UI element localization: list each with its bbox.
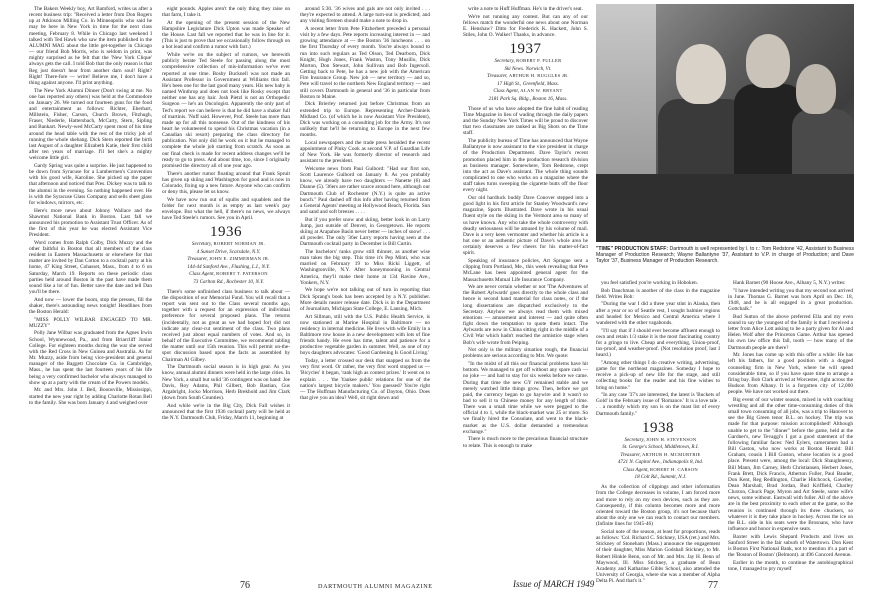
- paragraph: write a note to Huff Huffman. He's in the driver's seat.: [468, 6, 583, 12]
- paragraph: Big event of our winter season, mixed in with coaching wrestling and all the other time-consuming duties of this small town consuming of all jobs, was a trip to Hanover to see the Big Green tenor B.L. on hockey. The trip was made for that purpose: mission accomplished! Although unable to get to the "dinner" before the game, held at the Gardner's, new Tevaggi's I got a good statement of the following familiar faces: Ned Eylers, cameramen had a Bill Gaston, who now works at Boston Herald: Bill Graham, cousin I Bill Guston, whose location is a good place. Present were, among the local: Dick Shaughnessy, Bill Mann, Jim Carney, Herb Christiansen, Herbert Jones, Frank Brett, Dick Francis, Atherton Fuller, Paul Bauder, Don Kent, Reg Redlington, Charlie Hitchcock, Gaveller, Dean Marshall, Brad Jordan, Bud Kriffield, Charley Cluxton, Chuck Page, Myron and Art Steele, some wife's news, some without. Eastwall with fuller. All of the above are in the best proximity to each other at the game, so the reunion is continued through its three chuckers, so whatever it is they take place in hockey. Across the ice on the B.L. side in his seats were the Brosnans, who have influence and honor in expensive seats.: [728, 396, 853, 533]
- paragraph: Baxter with Lewis Shepard Products and lives on Sanford Street in the fair suburb of Watertown. Don Kent is Boston First National Bank, not to mention it's a part of the 'Boston of Boston' (Belmont). at 496 Concord Avenue.: [728, 533, 853, 559]
- paragraph: Polly Jane Wilbar was graduated from the Agnes Irwin School, Wynnewood, Pa., and from Briarcliff Junior College. For eighteen months during the war she served with the Red Cross in New Guinea and Australia. As for Mr. Muzzy, aside from being vice-president and general manager of the Baggett Chocolate Co. in Cambridge, Mass., he has spent the last fourteen years of his life being a very confirmed bachelor who always managed to show up at a party with the cream of the Powers models.: [29, 330, 152, 386]
- paragraph: you feel satisfied you're working in Hoboken.: [601, 280, 699, 286]
- paragraph: We are never certain whether or not 'The Adventures of the Robert Aylwards' goes directly to the whole class and hence is second hand material for class notes, or if the long dissertations are dispatched exclusively to the Secretary. Anyhow we always read them with mixed emotions — amusement and interest — and quite often fight down the temptation to quote them intact. The Aylwards are now in China sitting right in the middle of a Civil War which hadn't reached the armistice stage when Bob's wife wrote from Peiping.: [463, 284, 588, 346]
- paragraph: The publicity bureau of Time has announced that Wayne Ballantyne is now assistant to the vice president in charge of the Production Department. Dave Taylor's recent promotion placed him in the production research division as business manager. Somewhere, Tom Redstone, crept into the act as Dave's assistant. The whole thing sounds complicated to one who works on a magazine where the staff takes turns sweeping the cigarette butts off the floor every night.: [463, 138, 588, 194]
- paragraph: We're not running any contest. But can any of our fellows match the wonderful one news about one Norman E. Henshaw? Ditto for Frederick K. Hackett, John S. Stiles, John O. Walker! Thanks, in advance.: [463, 13, 588, 39]
- paragraph: And while we're in the Big City, Dick Fall wishes it announced that the first 1936 cocktail party will be held at the N.Y. Dartmouth Club, Friday, March 11, beginning at: [162, 402, 290, 421]
- paragraph: Mr. Jones has come up with this offer a while: He has left his fathers, for a good position with a dogged counseling firm in New York, where he will spend considerable time, so if you have spare time to arrange a firing bay. Bob Clark arrived at Worcester, right across the Hudson from Albany. It is a forgotten city of 12,000 people. We have not worked out there.: [728, 352, 853, 396]
- paragraph: eight pounds. Apples aren't the only thing they raise on that farm, I take it.: [162, 6, 290, 19]
- column-4: [463, 6, 588, 556]
- photo-head-right: [796, 64, 836, 114]
- class-year-1938: 1938: [642, 419, 674, 436]
- paragraph: Here's more news about Johnny Wallace and the Shawmut National Bank in Boston. Last fall we announced his promotion to Assistant Trust Officer. As of the first of this year he was elected Assistant Vice President.: [29, 207, 152, 239]
- paragraph: Bob Dauchman is another of the class in the magazine field. Writes Bob:: [596, 287, 720, 300]
- paragraph: "In any case '37's are interested, the latest is 'Buckets of Gold' in the February issue of 'Romance.' It is a love tale . . . a monthly which my son is on the mast list of every Dartmouth family.": [596, 392, 720, 417]
- class-year-1937: 1937: [509, 41, 542, 58]
- paragraph: Hank Barnet (90 Hoose Ave., Albany 5, N.Y.) writes:: [733, 280, 846, 286]
- column-1: [29, 6, 152, 556]
- photo-head-left: [676, 44, 726, 104]
- paragraph: Social note of the season, at least for proportions, reads as follows: 'Col. Richard C. Stickney, USA (ret.) and Mrs. Stickney of Stoneham (Mass.) announce the engagement of their daughter, Miss Marion Godshall Stickney, to Mr. Robert Hinkle Benn, son of Mr. and Mrs. Jay H. Benn of Maywood, Ill. Miss Stickney, a graduate of Bean Academy and Katharine Gibbs School, also attended the University of Georgia, where she was a member of Alpha Delta Pi. And that's it.": [596, 528, 720, 585]
- paragraph: There is much more to the precarious financial structure to relate. This is enough to make: [463, 436, 588, 449]
- paragraph: Bud Sutton of the above preferred Ella and my even sound to say the youngest of the family is that I received a letter from Alice Lott asking to be a party given for Al and Helen Wolf after the Princeton Game. Arthur has opened his own law office this fall, tooth — how many of the Dartmouth people are there?: [728, 313, 853, 351]
- paragraph: But if you prefer snow and skiing, better look in on Larry Jump, just outside of Denver, in Georgetown. He reports skiing at Arapahoe Basin never better — inches of snow! . . . all powder. The only '36er Larry reports having seen at the Dartmouth cocktail party in December is Bill Curtin.: [300, 216, 430, 248]
- paragraph: There's another rumor floating around that Frank Spruit has given up skiing and Washington for good and is now in Colorado, fixing up a new future. Anyone who can confirm or deny this, please let us know.: [162, 170, 290, 196]
- paragraph: Mr. and Mrs. John J. Bell, Boonsville, Mississippi, started the new year right by adding Charlotte Rotan Bell to the family. She was born January 4 and weighed over: [29, 387, 152, 406]
- class-of-1936-header: 1936 Secretary, ROBERT NORMAN JR. 4 Sunset Drive, Scarsdale, N.Y. Treasurer, JOHN E. ZIMMERMAN JR. 144-44 Sanford Ave., Flushing, L.I., N.Y. Class Agent, ROBERT T. PATERSON 73 Carlton Rd., Rochester 10, N.Y.: [162, 224, 290, 285]
- paragraph: "MISS POLLY WILBAR ENGAGED TO MR. MUZZY": [29, 316, 152, 329]
- paragraph: Today, a letter crossed our desk that snapped us from the very first word. Or rather, the very first word stopped us — 'Bicycles' it began, 'rank high as contest prizes.' It went on to explain . . . 'the Yankee public relations for one of the nation's largest bicycle makers.' You guessed? You're right — The Huffman Manufacturing Co. of Dayton, Ohio. Does that give you an idea? Well, sit right down and: [300, 358, 430, 402]
- paragraph: Not only is the military situation rough, the financial problems are serious according to Mrs. We quote:: [463, 347, 588, 360]
- paragraph: Word comes from Ralph Colby, Dick Muzzy and the other faithful in Boston that all members of the class resident in Eastern Massachusetts or elsewhere for that matter are invited by Dan Cotton to a cocktail party at his home, 47 King Street, Cohasset, Mass., from 4 to 6 on Saturday, March 19. Reports on these periodic class parties held around Boston in the past have made them sound like a lot of fun. Better save the date and tell Dan you'll be there.: [29, 239, 152, 296]
- class-of-1938-header: 1938 Secretary, JOHN H. STEVENSON St. George's School, Middletown, R.I. Treasurer, ARTHUR H. MCMURTRIE 4721 N. Capitol Ave., Indianapolis 8, Ind. Class Agent, ROBERT H. CARSON 18 Colt Rd., Summit, N.J.: [596, 420, 720, 481]
- time-production-staff-photo: [596, 4, 854, 242]
- column-3: [300, 6, 430, 556]
- paragraph: "I have intended writing you that my second son arrived in June. Thomas G. Barnet was born April on Dec. 18, 1948, and he is all engaged in a great production. Gottchalk.": [728, 287, 853, 313]
- column-5: [596, 280, 720, 585]
- paragraph: The Bakers Weekly boy, Art Bamford, writes us after a recent business trip: "Received a letter from Don Rogers up at Atkinson Milling Co. in Minneapolis who said he may be here in New York in time for the next class meeting, February 8. While in Chicago last weekend I talked with Ted Hawk who saw the item published in the ALUMNI MAG about the little get-together in Chicago — our friend Bob Morris, who is seldom in print, was mighty surprised as he felt that the 'New York Clique' always gets the call. I told Bob that the only reason is that Reg just doesn't hear from another darn soul! Right? Right! There-fore — write! Believe me, I don't have a thing against anyone. I'll print anything.: [29, 6, 152, 86]
- paragraph: A recent letter from Pete Fitzherbert preceded a personal visit by a few days. Pete reports increasing interest in — and growing attendance at — the Boston '36 luncheons . . . on the first Thursday of every month. You're always bound to run into such regulars as Ted Olson, Ted Dearborn, Dick Knight, Hugh Jones, Frank Waston, Tony Musillo, Dick Morton, Don Stewart, John Sullivan and Bob Ingersoll. Getting back to Pete, he has a new job with the American Fire Insurance Group. New job — new territory — and so, Pete will travel to the northern New England territory — and still covers Dartmouth in general and '36 in particular from Boston to Maine.: [300, 25, 430, 100]
- paragraph: Our old hardluck buddy Dave Conover stepped into a good light in his first article for Stanley Woodward's new magazine, Sports Illustrated. Dave wrote in his usual fluent style on the skiing in the Vermont area so many of us have known. Any who take the whole controversy with deadly seriousness will be amused by his volume of mail. Dave is a very keen vermonter and whether his article is a hot one or an authentic picture of Dave's whole area he certainly deserves a few cheers for his matter-of-fact spirit.: [463, 194, 588, 257]
- magazine-name-footer: DARTMOUTH ALUMNI MAGAZINE: [318, 583, 433, 590]
- paragraph: "Among other things I do creative writing, advertising, game for the northeast magazines. Someday I hope to receive a pick-up of new life for the stage, and still collecting books for the reader and his fine wishes to bring on home.": [596, 359, 720, 391]
- photo-head-center: [746, 34, 790, 88]
- photo-caption: "TIME" PRODUCTION STAFF: Dartmouth is well represented by l. to r.: Tom Redstone '42, Assistant to Business Manager of Production Research; Wayne Ballantyne '37, Assistant to V.P. in charge of Production; and Dave Taylor '37, Business Manager of Production Research.: [596, 246, 854, 264]
- paragraph: While we're on the subject of rumors, we herewith publicly berate Ted Steele for passing along the most comprehensive collection of mis-information we've ever reported at one time. Bosby Bucknell was not made an Assistant Professor in Government at Williams this fall. He's been one for the last good many years. His new baby is named Winthrop and does not look like Rosky except that neither one has any hair. Josh Pietzl is not an Orthopedic Surgeon — he's an Oncologist. Apparently the only part of Ted's report we can believe is that he did have a shaker full of martinis. 'Nuff said. However, Prof. Steele has more than made up for all this nonsense. Out of the kindness of his heart he volunteered to spend his Christmas vacation (in a Canadian ski resort) preparing the class directory for publication. Not only did he work on it but he managed to complete the whole job starting from scratch. As soon as our final check is made for recent address changes we'll be ready to go to press. And about time, too, since I originally promised the directory all of one year ago.: [162, 52, 290, 169]
- paragraph: Speaking of insurance policies, Art Sprague sent a clipping from Portland, Me., this week revealing that Pete McLane has been appointed general agent for the Massachusetts Mutual Life Insurance Company.: [463, 258, 588, 283]
- paragraph: "In the midst of all this our financial problems have hit bottom. We managed to get off without any spare cash — no joke — and had to stay for six weeks before we came. During that time the new GY remained stable and we merely watched little things grow. Then, before we got paid, the currency began to go haywire and it wasn't so bad to sell it to Chinese money for any length of time. There was a small time while we were pegged to the official 4 to 1, while the black-market was 25 or more. So we finally hired the Consulate, and went to the black-market as the U.S. dollar demanded a tremendous exchange.": [463, 361, 588, 435]
- paragraph: We hope we're not talking out of turn in reporting that Dick Sprang's book has been accepted by a N.Y. publisher. More details nearer release date. Dick is in the Department of Journalism, Michigan State College, E. Lansing, Mich.: [300, 287, 430, 312]
- paragraph: At the opening of the present session of the New Hampshire Legislature Dick Upton was made Speaker of the House. Last fall we reported that he was in line for it. (This is just to prove that we occasionally follow through on a hot lead and confirm a rumor with fact.): [162, 19, 290, 51]
- class-of-1937-header: 1937 Secretary, ROBERT P. FULLER Ski News. Norwich, Vt. Treasurer, ARTHUR H. RUGGLES JR. 17 High St., Greenfield, Mass. Class Agent, ALAN W. BRYANT 2181 Park Sq. Bldg., Boston 16, Mass.: [463, 41, 588, 102]
- photo-desk: [596, 174, 854, 242]
- paragraph: Local newspapers and the trade press heralded the recent appointment of Pinky Cook as second V.P. of Guardian Life of New York. He was formerly director of research and assistant to the president.: [300, 139, 430, 165]
- paragraph: And now — lower the boom, stop the presses, fill the shaker, there's astounding news tonight! Headlines from the Boston Herald:: [29, 296, 152, 315]
- paragraph: We have now run out of squibs and squablets and the folder for next month is as empty as last week's pay envelope. But what the hell, if there's no news, we always have Ted Steele's rumors. See you in April.: [162, 196, 290, 222]
- paragraph: "I'll say that if I should ever become affluent enough to own and retain 1/3 stake it is the most fascinating country for a gringo to live. Cheap and everything, Union-proof, tax-proof, and weather-proof. (Not resolution proof, last I heard.): [596, 327, 720, 359]
- paragraph: The bachelors' ranks grow still thinner, as another wise man takes the big step. This time it's Pep Minti, who was married on February 19 to Miss Ricki Liggett, of Washingtonville, N.Y. After honeymooning in Central America, they'll make their home at 134 Ravine Ave., Yonkers, N.Y.: [300, 248, 430, 286]
- column-6: [728, 280, 853, 573]
- issue-label: Issue of MARCH 1949: [513, 579, 595, 589]
- paragraph: Gardy Spring was quite a surprise. He just happened to be down from Syracuse for a Lumbermen's Convention with his good wife, Karoline. She picked up the paper that afternoon and noticed that Pres. Dickey was to talk to the alumni in the evening. So nothing happened over. He is with the Syracuse Glass Company and sells sheet glass for windows, mirrors, etc.: [29, 162, 152, 206]
- paragraph: There's some unfinished class business to talk about — the disposition of our Memorial Fund. You will recall that a report was sent out to the Class several months ago, together with a request for an expression of individual preference for several proposed plans. The returns (incidentally, not as great as we had hoped for) did not indicate any clear-cut sentiment of the class. Two plans received just about equal numbers of votes. And so, in behalf of the Executive Committee, we recommend tabling the matter until our 15th reunion. This will permit on-the-spot discussion based upon the facts as assembled by Chairman Al Gilbey.: [162, 288, 290, 363]
- right-page-number: 77: [708, 580, 718, 591]
- left-page-number: 76: [240, 580, 250, 591]
- paragraph: As the collection of clippings and other information from the College decreases in volume, I am forced more and more to rely on my own devices, such as they are. Consequently, if this column becomes more and more oriented toward the Boston group, it's not because that's about the only one we can reach to contact our members. (Infinite lines for 1945-46): [596, 484, 720, 528]
- paragraph: The New York Alumni Dinner (Don't swing at me. No one has reported any others) was held at the Commodore on January 26. We turned out fourteen guns for the food and entertainment as follows: Richter, Eberhart, Millstein, Fisher, Carson, Church Brown, Fitzhugh, Fraser, Niederle, Hattersbach, McCarty, Stern, Sipling and Bankart. Newly-wed McCarty spent most of his time around the head table with the rest of the tricky job of running the whole shebang. Dick Stern reported the birth last August of a daughter Elizabeth Katie, their first child after ten years of marriage. I'll bet she's a mighty welcome little girl.: [29, 87, 152, 162]
- paragraph: Welcome news from Paul Guibord: "Had our first son, Scott Laurence Guibord on January 8. As you probably know, we already have two daughters — Nanette (6) and Dianne (5). '36ers are rather scarce around here, although our Dartmouth Club of Rochester (N.Y.) is quite an active bunch." Paul dashed off this info after having returned from a General Agents' meeting at Hollywood Beach, Florida. Sun and sand and soft breezes . . . .: [300, 165, 430, 215]
- column-2: [162, 6, 290, 556]
- paragraph: Those of us who have adopted the fine habit of reading Time Magazine in lieu of wading through the daily papers and the Sunday New York Times will be proud to discover that two classmates are ranked as Big Shots on the Time staff.: [463, 105, 588, 137]
- paragraph: Earlier in the month, to continue the autobiographical tone, I managed to pry myself: [728, 559, 853, 573]
- paragraph: Art Sillman, still with the U.S. Public Health Service, is now stationed at Marine Hospital in Baltimore — no residency in internal medicine. He lives with wife Emily in a Baltimore row house in a new development with lots of fine friends handy. He even has time, talent and patience for a productive vegetable garden in summer. Well, as one of my boys daughters advocates: 'Good Gardening Is Good Living.': [300, 313, 430, 357]
- paragraph: around 5:30. '36 wives and gals are not only invited . . . they're expected to attend. A large turn-out is predicted; and any visiting firemen should make a note to drop in.: [300, 6, 430, 25]
- paragraph: "During the war I did a three year stint in Alaska, then after a year or so of Seattle rest, I sought balmier regions and headed for Mexico and Central America where I wandered with the other vagabonds.: [596, 301, 720, 326]
- paragraph: The Dartmouth social season is in high gear. As you know, annual alumni dinners were held in the large cities. In New York, a small but solid '36 contingent was on hand: Joe Davis, Roy Adams, Phil Gilbert, Bob Bastian, Gus Argabright, Jocko Morrison, Herb Brekhold and Jim Clark (down from South Counties).: [162, 364, 290, 401]
- class-year-1936: 1936: [210, 224, 242, 241]
- paragraph: Dick Brierley returned just before Christmas from an extended trip to Europe. Representing Archer-Daniels Midland Co. (of which he is now Assistant Vice President), Dick was working on a consulting job for the Army. It's not unlikely that he'll be returning to Europe in the next few months.: [300, 101, 430, 139]
